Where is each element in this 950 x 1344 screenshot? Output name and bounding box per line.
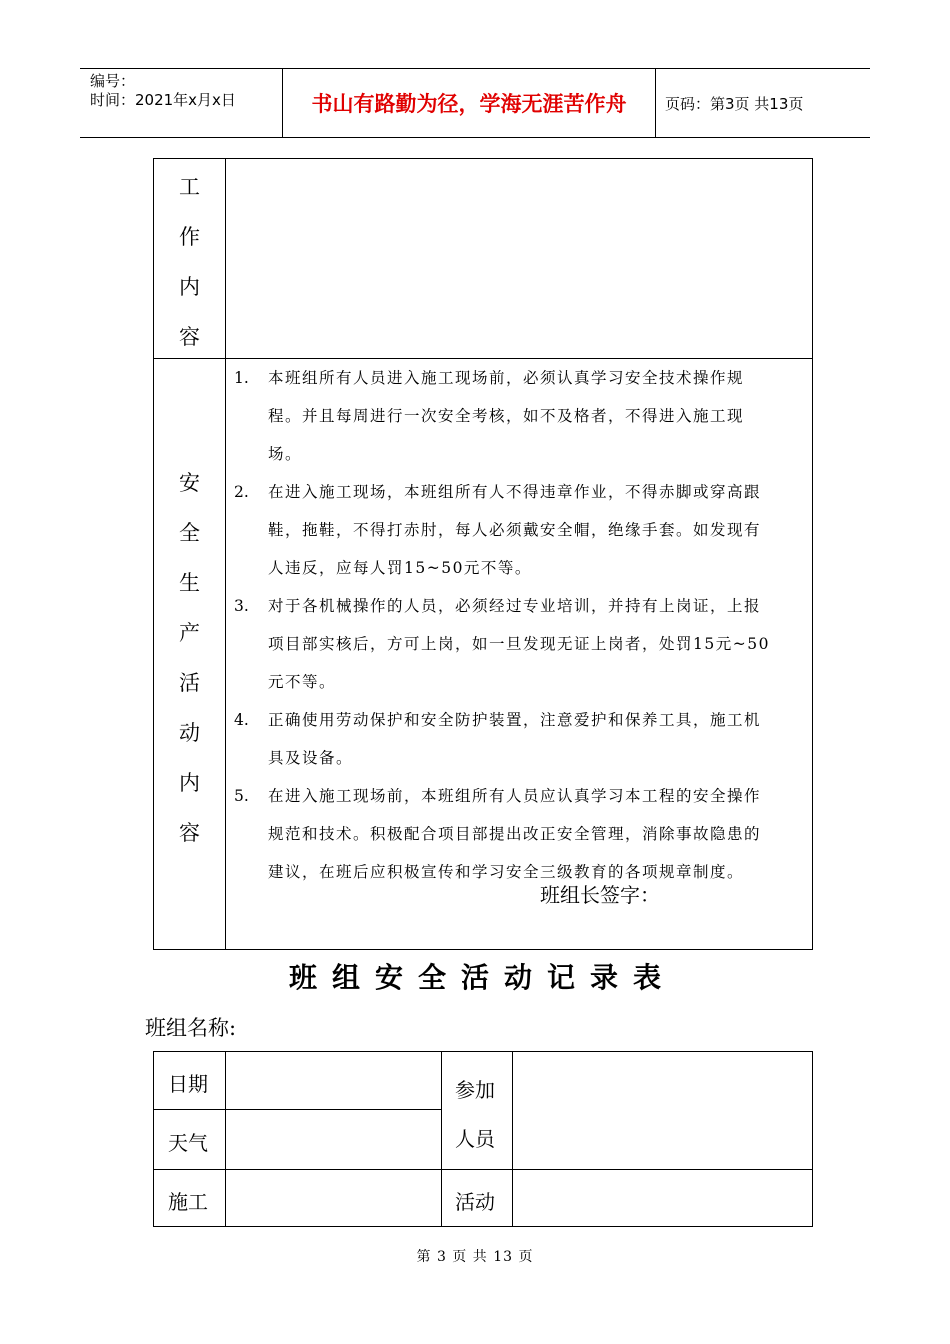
page-title: 班组安全活动记录表 — [288, 961, 676, 994]
page-label: 页码：第3页 共13页 — [665, 94, 804, 113]
team-leader-signature: 班组长签字： — [540, 883, 660, 907]
table-divider — [154, 1169, 812, 1170]
safety-rules-list — [230, 359, 810, 891]
page-footer: 第 3 页 共 13 页 — [416, 1249, 534, 1265]
participants-label: 人员 — [455, 1127, 495, 1151]
date-label: 日期 — [168, 1072, 208, 1096]
list-item: 4. 正确使用劳动保护和安全防护装置，注意爱护和保养工具，施工机 具及设备。 — [234, 711, 762, 767]
table-divider — [512, 1052, 513, 1226]
header-motto-cell — [282, 69, 656, 137]
motto: 书山有路勤为径，学海无涯苦作舟 — [311, 92, 627, 116]
safety-content-table — [153, 158, 813, 950]
page-header — [80, 68, 870, 138]
construction-label: 施工 — [168, 1190, 208, 1214]
list-item: 1. 本班组所有人员进入施工现场前，必须认真学习安全技术操作规 程。并且每周进行一次安全考核，如不及格者，不得进入施工现 场。 — [234, 369, 745, 463]
list-item: 3. 对于各机械操作的人员，必须经过专业培训，并持有上岗证，上报 项目部实核后，方可上岗，如一旦发现无证上岗者，处罚15元~50 元不等。 — [234, 597, 770, 691]
safety-activity-label: 安 全 生 产 活 动 内 容 — [179, 471, 200, 845]
table-divider — [441, 1052, 442, 1226]
table-divider — [225, 159, 226, 949]
weather-label: 天气 — [168, 1131, 208, 1155]
activity-label: 活动 — [455, 1190, 495, 1214]
time-label: 时间：2021年x月x日 — [90, 91, 236, 109]
header-info — [80, 69, 282, 137]
list-item: 5. 在进入施工现场前，本班组所有人员应认真学习本工程的安全操作 规范和技术。积极配合项目部提出改正安全管理，消除事故隐患的 建议，在班后应积极宣传和学习安全三级教育的各项规章制度。 — [234, 787, 762, 881]
record-table — [153, 1051, 813, 1227]
number-label: 编号： — [90, 72, 136, 90]
table-divider — [154, 1109, 441, 1110]
list-item: 2. 在进入施工现场，本班组所有人不得违章作业，不得赤脚或穿高跟 鞋，拖鞋，不得打赤肘，每人必须戴安全帽，绝缘手套。如发现有 人违反，应每人罚15~50元不等。 — [234, 483, 762, 577]
team-name-label: 班组名称: — [145, 1016, 237, 1040]
table-divider — [225, 1052, 226, 1226]
work-content-label: 工 作 内 容 — [179, 175, 200, 349]
participants-label: 参加 — [455, 1078, 495, 1102]
